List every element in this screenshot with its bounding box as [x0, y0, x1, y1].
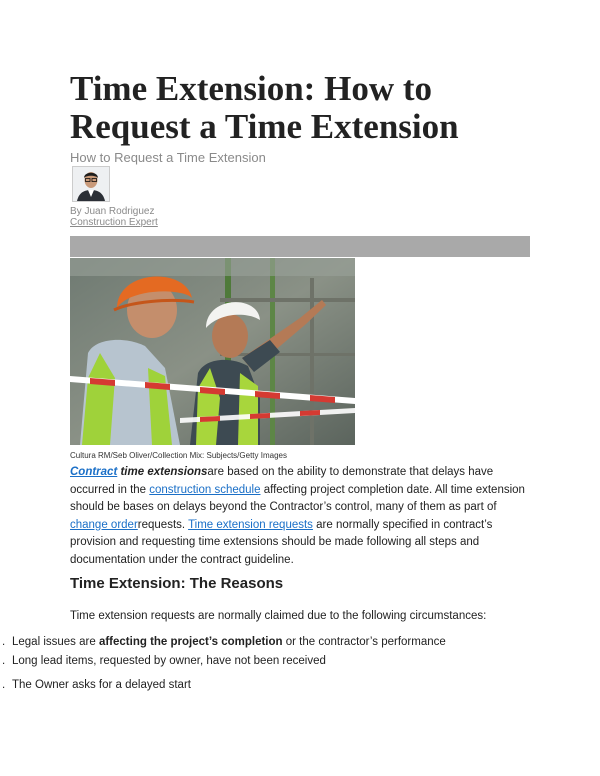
list-bullet: . [2, 655, 6, 667]
author-avatar[interactable] [72, 166, 110, 202]
body-text-1: are based on the ability to demonstrate that delays have occurred in the [70, 466, 494, 496]
article-photo [70, 258, 355, 445]
banner-bar [70, 236, 530, 257]
construction-workers-photo-icon [70, 258, 355, 445]
list-item-text: The Owner asks for a delayed start [12, 679, 191, 691]
body-text-4: are normally specified in contract’s provision and requesting time extensions should be made following all steps and documentation under the contract guideline. [70, 518, 493, 566]
article-subtitle: How to Request a Time Extension [70, 150, 266, 165]
change-order-link[interactable]: change order [70, 518, 138, 531]
time-extensions-emphasis: time extensions [117, 466, 208, 478]
author-portrait-icon [73, 167, 109, 201]
list-bullet: . [2, 636, 6, 648]
time-extension-requests-link[interactable]: Time extension requests [188, 518, 313, 531]
construction-schedule-link[interactable]: construction schedule [149, 483, 261, 496]
author-name: By Juan Rodriguez [70, 206, 155, 217]
list-item-text: Legal issues are [12, 636, 99, 648]
list-bullet: . [2, 679, 6, 691]
author-role-link[interactable]: Construction Expert [70, 217, 158, 228]
article-body-paragraph [70, 464, 530, 569]
article-title: Time Extension: How to Request a Time Extension [70, 69, 459, 146]
contract-link[interactable]: Contract [70, 466, 118, 478]
section-intro: Time extension requests are normally claimed due to the following circumstances: [70, 610, 487, 622]
body-text-3: requests. [137, 518, 189, 531]
list-item-bold: affecting the project’s completion [98, 636, 283, 648]
author-byline [70, 206, 158, 228]
photo-caption: Cultura RM/Seb Oliver/Collection Mix: Subjects/Getty Images [70, 451, 287, 460]
section-heading: Time Extension: The Reasons [70, 575, 284, 592]
list-item-text: Long lead items, requested by owner, have not been received [12, 655, 326, 667]
body-text-2: affecting project completion date. All time extension should be bases on delays beyond the Contractor’s control, many of them as part of [70, 483, 525, 513]
list-item-text-post: or the contractor’s performance [282, 636, 446, 648]
